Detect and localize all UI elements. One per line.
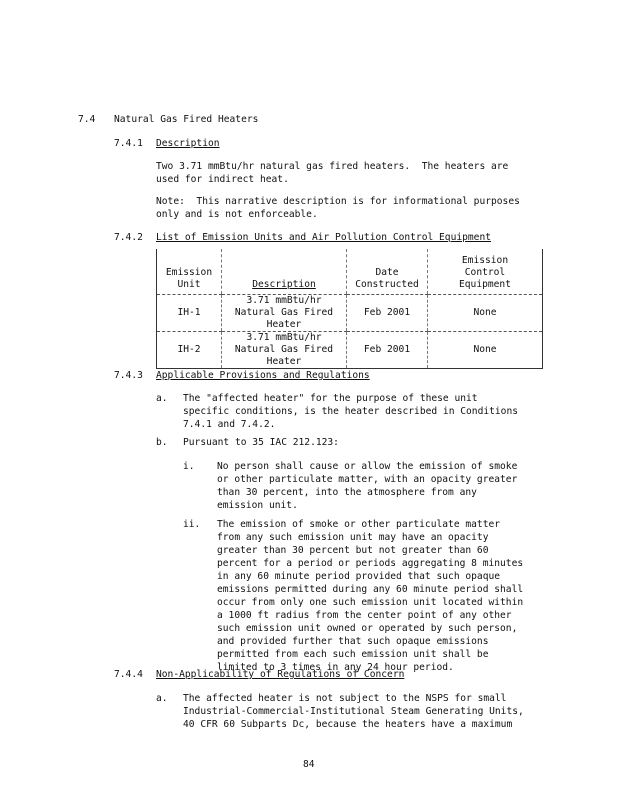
row-description: 3.71 mmBtu/hr Natural Gas Fired Heater (222, 332, 347, 369)
item-b-label: b. (156, 437, 168, 448)
header-unit: Emission Unit (157, 249, 222, 295)
desc-text: Two 3.71 mmBtu/hr natural gas fired heaters. The heaters are used for indirect heat. (156, 161, 509, 185)
applicable-title: Applicable Provisions and Regulations (156, 370, 370, 381)
applicable-a: The "affected heater" for the purpose of these unit specific conditions, is the heater described in Conditions 7.4.1 and 7.4.2. (183, 393, 519, 430)
nonapp-a: The affected heater is not subject to the NSPS for small Industrial-Commercial-Institutional Steam Generating Units, 40 CFR 60 Subparts Dc, because the heaters have a maximum (183, 693, 524, 730)
row-description: 3.71 mmBtu/hr Natural Gas Fired Heater (222, 295, 347, 332)
header-control: Emission Control Equipment (428, 249, 543, 295)
row-date: Feb 2001 (347, 332, 428, 369)
header-date: Date Constructed (347, 249, 428, 295)
desc-note: Note: This narrative description is for informational purposes only and is not enforceable. (156, 196, 520, 220)
section-title: Natural Gas Fired Heaters (114, 114, 259, 125)
page-number: 84 (303, 759, 315, 770)
list-number: 7.4.2 (114, 232, 143, 243)
list-title: List of Emission Units and Air Pollution Control Equipment (156, 232, 492, 243)
item-i-label: i. (183, 461, 195, 472)
desc-title: Description (156, 138, 220, 149)
row-date: Feb 2001 (347, 295, 428, 332)
row-unit: IH-2 (157, 332, 222, 369)
item-a-label: a. (156, 693, 168, 704)
header-description: Description (222, 249, 347, 295)
row-unit: IH-1 (157, 295, 222, 332)
item-a-label: a. (156, 393, 168, 404)
emission-units-table (156, 249, 543, 369)
applicable-i: No person shall cause or allow the emission of smoke or other particulate matter, with an opacity greater than 30 percent, into the atmosphere from any emission unit. (217, 461, 518, 511)
desc-number: 7.4.1 (114, 138, 143, 149)
applicable-number: 7.4.3 (114, 370, 143, 381)
row-control: None (428, 295, 543, 332)
table-header-row (157, 249, 543, 295)
nonapp-title: Non-Applicability of Regulations of Concern (156, 669, 405, 680)
item-ii-label: ii. (183, 519, 201, 530)
table-row (157, 332, 543, 369)
table-row (157, 295, 543, 332)
section-number: 7.4 (78, 114, 96, 125)
row-control: None (428, 332, 543, 369)
applicable-b: Pursuant to 35 IAC 212.123: (183, 437, 339, 448)
applicable-ii: The emission of smoke or other particulate matter from any such emission unit may have an opacity greater than 30 percent but not greater than 60 percent for a period or periods aggregating 8 minutes in any 60 minute period provided that such opaque emissions permitted during any 60 minute period shall occur from only one such emission unit located within a 1000 ft radius from the center point of any other such emission unit owned or operated by such person, and provided further that such opaque emissions permitted from each such emission unit shall be limited to 3 times in any 24 hour period. (217, 519, 524, 673)
nonapp-number: 7.4.4 (114, 669, 143, 680)
